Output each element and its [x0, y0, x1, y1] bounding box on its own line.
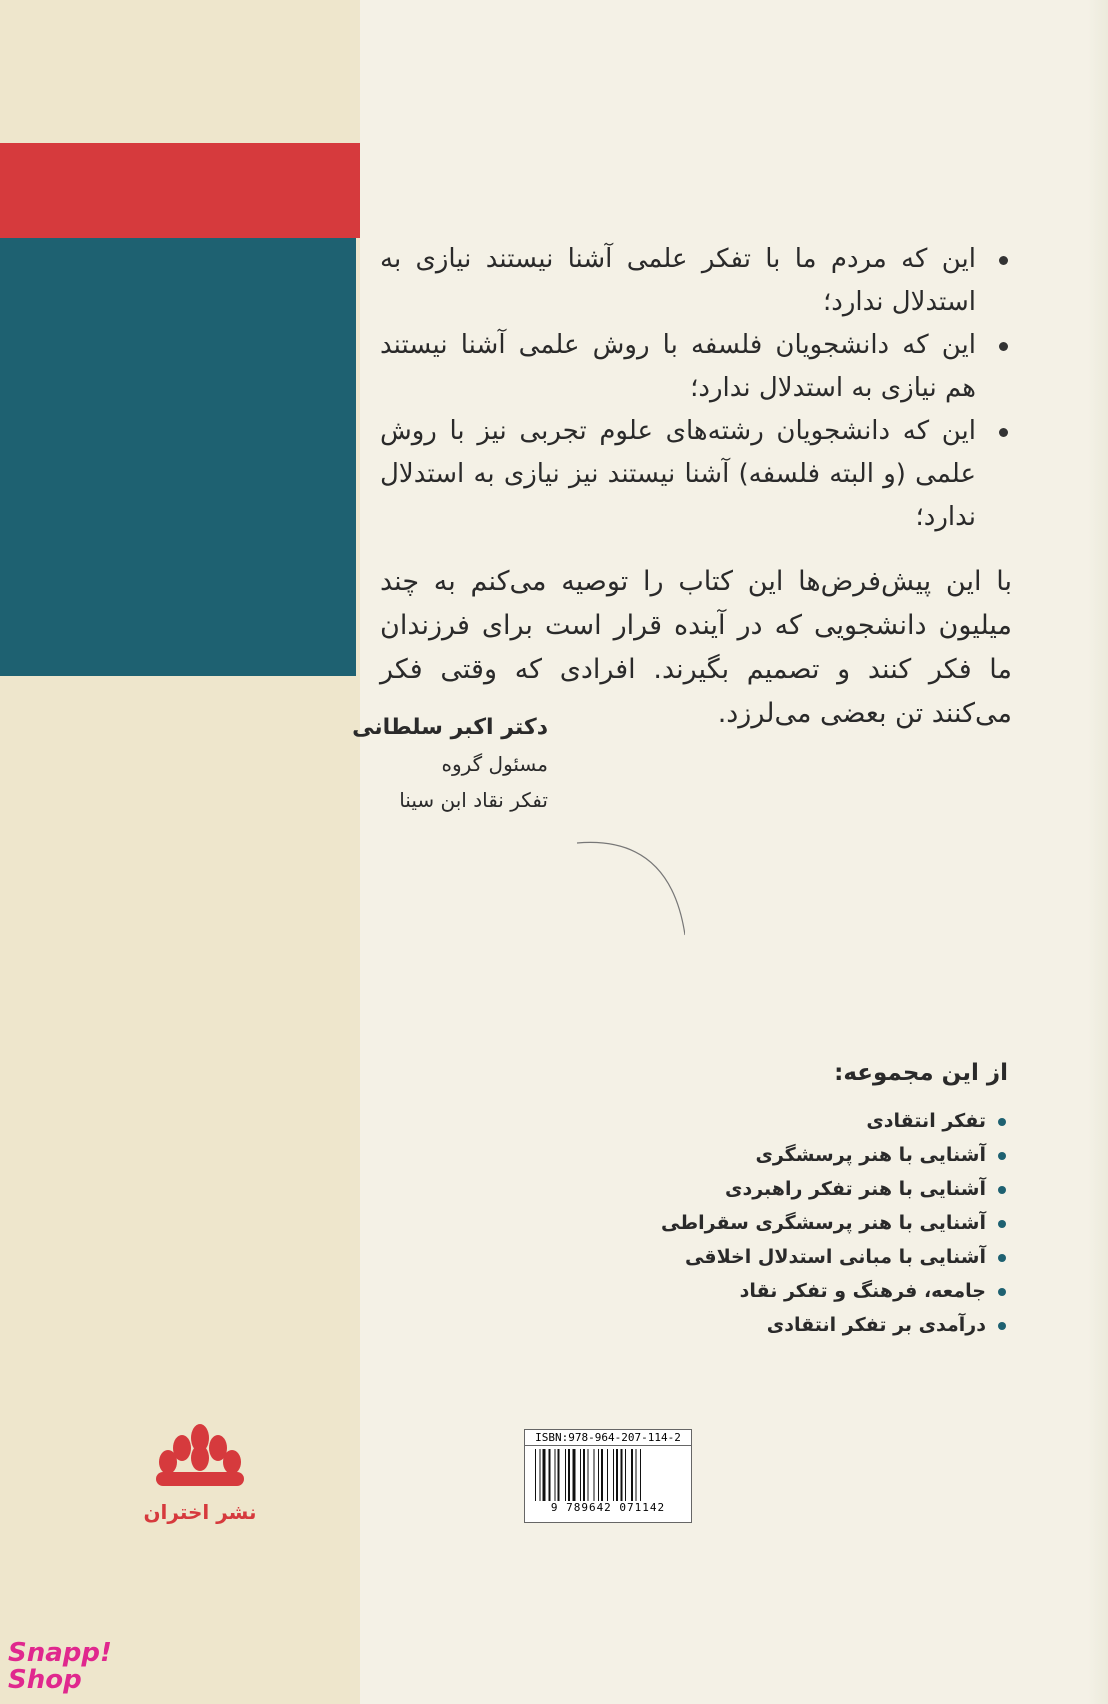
signature-role: مسئول گروه — [441, 752, 548, 776]
series-item — [661, 1104, 1008, 1138]
series-item — [661, 1274, 1008, 1308]
bullet-text: این که دانشجویان فلسفه با روش علمی آشنا نیستند هم نیازی به استدلال ندارد؛ — [380, 330, 976, 403]
bullet-item — [380, 410, 1020, 539]
series-item-label: درآمدی بر تفکر انتقادی — [766, 1314, 986, 1336]
series-item — [661, 1206, 1008, 1240]
red-band — [0, 143, 360, 238]
isbn-text: ISBN:978-964-207-114-2 — [525, 1430, 691, 1446]
bullet-text: این که مردم ما با تفکر علمی آشنا نیستند نیازی به استدلال ندارد؛ — [380, 244, 976, 317]
series-item-label: جامعه، فرهنگ و تفکر نقاد — [739, 1280, 986, 1302]
bullet-item — [380, 238, 1020, 324]
signature-name: دکتر اکبر سلطانی — [352, 715, 548, 740]
isbn-barcode — [524, 1429, 692, 1523]
watermark-line-2: Shop — [8, 1665, 82, 1695]
barcode-digits: 9 789642 071142 — [550, 1501, 666, 1514]
bullet-text: این که دانشجویان رشته‌های علوم تجربی نیز با روش علمی (و البته فلسفه) آشنا نیستند نیز نیازی به استدلال ندارد؛ — [380, 416, 976, 532]
series-item-label: آشنایی با هنر پرسشگری — [755, 1144, 986, 1166]
bullet-dot-icon — [998, 1118, 1006, 1126]
signature-block — [352, 715, 548, 824]
series-item-label: آشنایی با مبانی استدلال اخلاقی — [684, 1246, 986, 1268]
bullet-list — [380, 238, 1020, 539]
series-list — [661, 1060, 1008, 1342]
publisher-logo-icon — [150, 1420, 250, 1490]
bullet-dot-icon — [998, 1254, 1006, 1262]
bullet-dot-icon — [998, 1220, 1006, 1228]
bullet-dot-icon — [999, 342, 1008, 351]
decorative-curve-icon — [575, 835, 685, 945]
bullet-dot-icon — [998, 1288, 1006, 1296]
recommendation-paragraph: با این پیش‌فرض‌ها این کتاب را توصیه می‌کنم به چند میلیون دانشجویی که در آینده قرار است برای فرزندان ما فکر کنند و تصمیم بگیرند. افرادی که وقتی فکر می‌کنند تن بعضی می‌لرزد. — [380, 566, 1012, 729]
series-item — [661, 1172, 1008, 1206]
series-item-label: تفکر انتقادی — [866, 1110, 986, 1132]
publisher-name: نشر اختران — [143, 1500, 257, 1524]
watermark-line-1: Snapp! — [8, 1638, 112, 1668]
signature-group: تفکر نقاد ابن سینا — [399, 788, 548, 812]
teal-band — [0, 238, 356, 676]
bullet-dot-icon — [998, 1152, 1006, 1160]
cover-edge — [1088, 0, 1108, 1704]
bullet-dot-icon — [999, 428, 1008, 437]
bullet-dot-icon — [999, 256, 1008, 265]
series-item — [661, 1240, 1008, 1274]
series-item — [661, 1308, 1008, 1342]
series-item-label: آشنایی با هنر پرسشگری سقراطی — [661, 1212, 986, 1234]
series-item — [661, 1138, 1008, 1172]
series-item-label: آشنایی با هنر تفکر راهبردی — [725, 1178, 986, 1200]
snapp-shop-watermark — [8, 1640, 112, 1694]
publisher-logo — [140, 1420, 260, 1524]
bullet-dot-icon — [998, 1322, 1006, 1330]
barcode-bars — [533, 1449, 683, 1501]
bullet-dot-icon — [998, 1186, 1006, 1194]
bullet-item — [380, 324, 1020, 410]
series-title: از این مجموعه: — [834, 1060, 1008, 1086]
